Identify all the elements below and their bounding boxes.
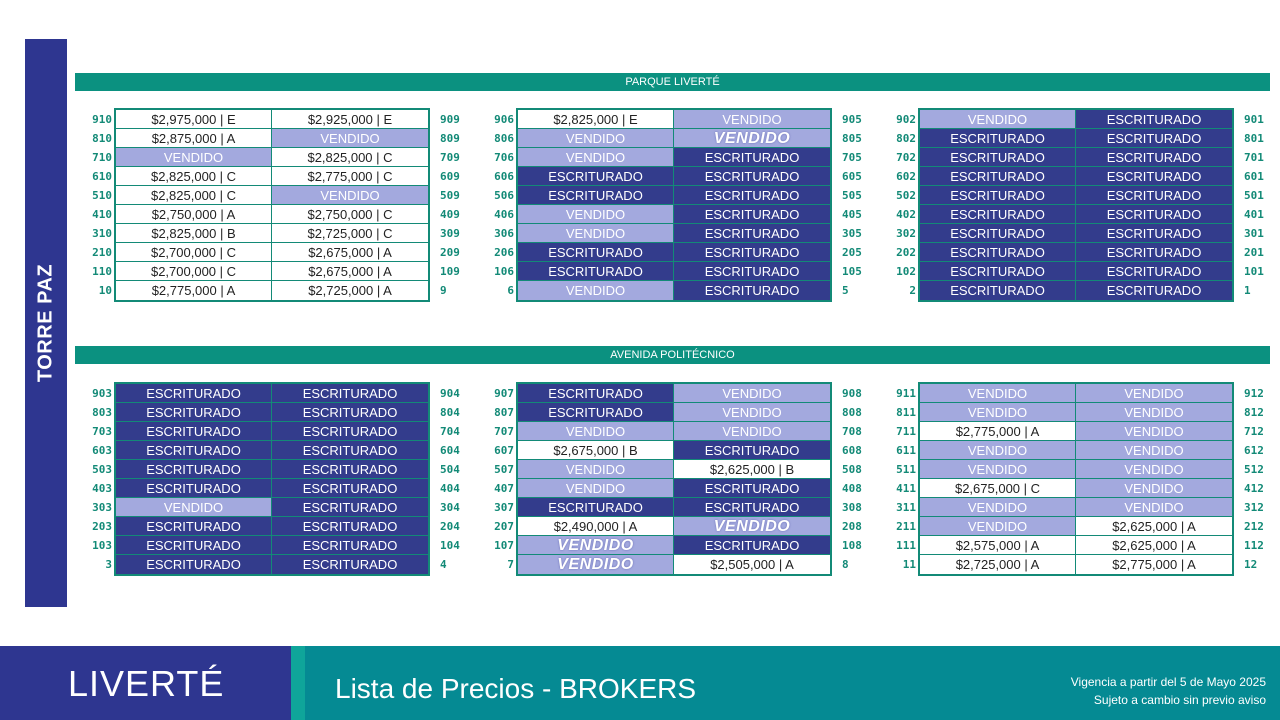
unit-grid: [114, 108, 430, 302]
unit-number: 2: [909, 284, 916, 297]
sold-stamp: VENDIDO: [674, 517, 830, 536]
unit-number: 112: [1244, 539, 1264, 552]
unit-number: 212: [1244, 520, 1264, 533]
unit-number: 404: [440, 482, 460, 495]
unit-status-escriturado: ESCRITURADO: [116, 422, 272, 441]
unit-status-vendido: VENDIDO: [116, 498, 272, 517]
unit-number: 210: [92, 246, 112, 259]
unit-number: 902: [896, 113, 916, 126]
unit-number: 609: [440, 170, 460, 183]
unit-number: 512: [1244, 463, 1264, 476]
unit-number: 705: [842, 151, 862, 164]
unit-price-cell: $2,675,000 | B: [518, 441, 674, 460]
unit-status-escriturado: ESCRITURADO: [1076, 129, 1232, 148]
unit-number-column-left: [474, 384, 514, 574]
unit-price-cell: $2,875,000 | A: [116, 129, 272, 148]
unit-status-escriturado: ESCRITURADO: [116, 517, 272, 536]
unit-price-cell: $2,775,000 | C: [272, 167, 428, 186]
unit-price-cell: $2,675,000 | C: [920, 479, 1076, 498]
unit-price-cell: $2,975,000 | E: [116, 110, 272, 129]
unit-status-vendido: VENDIDO: [518, 224, 674, 243]
unit-status-escriturado: ESCRITURADO: [674, 167, 830, 186]
unit-status-escriturado: ESCRITURADO: [518, 498, 674, 517]
unit-number-column-left: [72, 384, 112, 574]
section-header: PARQUE LIVERTÉ: [75, 73, 1270, 91]
unit-status-escriturado: ESCRITURADO: [272, 384, 428, 403]
unit-status-escriturado: ESCRITURADO: [116, 536, 272, 555]
unit-price-cell: $2,825,000 | C: [272, 148, 428, 167]
unit-price-cell: $2,625,000 | A: [1076, 536, 1232, 555]
unit-status-escriturado: ESCRITURADO: [272, 536, 428, 555]
unit-status-escriturado: ESCRITURADO: [272, 422, 428, 441]
unit-number: 107: [494, 539, 514, 552]
unit-status-escriturado: ESCRITURADO: [920, 186, 1076, 205]
unit-status-vendido: VENDIDO: [920, 460, 1076, 479]
unit-status-escriturado: ESCRITURADO: [1076, 243, 1232, 262]
unit-number: 4: [440, 558, 447, 571]
unit-price-cell: $2,700,000 | C: [116, 243, 272, 262]
unit-number: 6: [507, 284, 514, 297]
unit-number: 407: [494, 482, 514, 495]
unit-number: 308: [842, 501, 862, 514]
unit-status-escriturado: ESCRITURADO: [116, 460, 272, 479]
unit-status-vendido: VENDIDO: [1076, 441, 1232, 460]
unit-price-cell: $2,725,000 | C: [272, 224, 428, 243]
unit-number-column-right: [842, 384, 872, 574]
unit-status-escriturado: ESCRITURADO: [674, 536, 830, 555]
unit-status-vendido: VENDIDO: [1076, 498, 1232, 517]
unit-status-escriturado: ESCRITURADO: [518, 186, 674, 205]
unit-status-vendido: VENDIDO: [272, 129, 428, 148]
unit-status-escriturado: ESCRITURADO: [1076, 167, 1232, 186]
unit-number: 506: [494, 189, 514, 202]
unit-number: 604: [440, 444, 460, 457]
brand-logo: LIVERTÉ: [68, 663, 225, 704]
unit-number: 710: [92, 151, 112, 164]
unit-price-cell: $2,825,000 | B: [116, 224, 272, 243]
unit-number-column-right: [1244, 384, 1274, 574]
unit-status-escriturado: ESCRITURADO: [920, 205, 1076, 224]
unit-number: 3: [105, 558, 112, 571]
unit-number: 11: [902, 558, 916, 571]
sold-stamp: VENDIDO: [518, 555, 674, 574]
unit-number: 712: [1244, 425, 1264, 438]
unit-status-escriturado: ESCRITURADO: [674, 224, 830, 243]
unit-number: 412: [1244, 482, 1264, 495]
unit-grid: [114, 382, 430, 576]
unit-number: 408: [842, 482, 862, 495]
tower-side-bar: [25, 39, 67, 607]
unit-price-cell: $2,505,000 | A: [674, 555, 830, 574]
unit-number: 109: [440, 265, 460, 278]
unit-number: 105: [842, 265, 862, 278]
unit-status-vendido: VENDIDO: [1076, 460, 1232, 479]
unit-number: 507: [494, 463, 514, 476]
unit-status-escriturado: ESCRITURADO: [1076, 148, 1232, 167]
unit-price-cell: $2,575,000 | A: [920, 536, 1076, 555]
unit-number: 704: [440, 425, 460, 438]
unit-number: 101: [1244, 265, 1264, 278]
unit-status-escriturado: ESCRITURADO: [518, 243, 674, 262]
unit-status-vendido: VENDIDO: [920, 441, 1076, 460]
unit-status-vendido: VENDIDO: [920, 110, 1076, 129]
unit-number: 707: [494, 425, 514, 438]
unit-price-cell: $2,725,000 | A: [272, 281, 428, 300]
unit-status-escriturado: ESCRITURADO: [674, 186, 830, 205]
unit-number: 1: [1244, 284, 1251, 297]
unit-status-vendido: VENDIDO: [518, 479, 674, 498]
unit-number: 304: [440, 501, 460, 514]
unit-number: 306: [494, 227, 514, 240]
unit-number: 12: [1244, 558, 1258, 571]
unit-number: 411: [896, 482, 916, 495]
unit-status-escriturado: ESCRITURADO: [272, 517, 428, 536]
unit-number: 309: [440, 227, 460, 240]
unit-status-vendido: VENDIDO: [1076, 479, 1232, 498]
unit-number: 301: [1244, 227, 1264, 240]
unit-status-vendido: VENDIDO: [674, 403, 830, 422]
unit-status-escriturado: ESCRITURADO: [920, 224, 1076, 243]
unit-number: 5: [842, 284, 849, 297]
unit-status-escriturado: ESCRITURADO: [1076, 281, 1232, 300]
unit-number-column-right: [440, 110, 470, 300]
unit-status-escriturado: ESCRITURADO: [272, 441, 428, 460]
unit-price-cell: $2,725,000 | A: [920, 555, 1076, 574]
unit-number: 410: [92, 208, 112, 221]
unit-price-cell: $2,775,000 | A: [1076, 555, 1232, 574]
unit-status-escriturado: ESCRITURADO: [674, 205, 830, 224]
unit-number-column-right: [842, 110, 872, 300]
unit-number: 801: [1244, 132, 1264, 145]
unit-status-escriturado: ESCRITURADO: [272, 403, 428, 422]
unit-status-escriturado: ESCRITURADO: [272, 460, 428, 479]
unit-number: 509: [440, 189, 460, 202]
unit-number: 305: [842, 227, 862, 240]
unit-number: 504: [440, 463, 460, 476]
unit-status-vendido: VENDIDO: [116, 148, 272, 167]
unit-number: 110: [92, 265, 112, 278]
unit-number: 106: [494, 265, 514, 278]
unit-number: 108: [842, 539, 862, 552]
unit-status-vendido: VENDIDO: [920, 498, 1076, 517]
footer-accent-stripe: [291, 646, 305, 720]
unit-number-column-left: [72, 110, 112, 300]
unit-status-escriturado: ESCRITURADO: [272, 498, 428, 517]
unit-number: 903: [92, 387, 112, 400]
unit-number: 311: [896, 501, 916, 514]
unit-status-escriturado: ESCRITURADO: [116, 555, 272, 574]
unit-number: 401: [1244, 208, 1264, 221]
unit-status-escriturado: ESCRITURADO: [920, 129, 1076, 148]
unit-number: 908: [842, 387, 862, 400]
unit-number: 905: [842, 113, 862, 126]
unit-status-escriturado: ESCRITURADO: [920, 167, 1076, 186]
unit-number: 405: [842, 208, 862, 221]
unit-number: 402: [896, 208, 916, 221]
unit-number: 807: [494, 406, 514, 419]
unit-status-escriturado: ESCRITURADO: [116, 384, 272, 403]
unit-number: 503: [92, 463, 112, 476]
unit-grid: [918, 382, 1234, 576]
unit-status-vendido: VENDIDO: [518, 281, 674, 300]
unit-status-escriturado: ESCRITURADO: [518, 403, 674, 422]
unit-number: 505: [842, 189, 862, 202]
unit-number: 202: [896, 246, 916, 259]
unit-price-cell: $2,825,000 | E: [518, 110, 674, 129]
unit-number: 606: [494, 170, 514, 183]
unit-number: 907: [494, 387, 514, 400]
unit-number: 911: [896, 387, 916, 400]
unit-price-cell: $2,825,000 | C: [116, 167, 272, 186]
unit-number: 809: [440, 132, 460, 145]
unit-number: 702: [896, 151, 916, 164]
unit-status-vendido: VENDIDO: [674, 422, 830, 441]
unit-number: 805: [842, 132, 862, 145]
unit-number: 811: [896, 406, 916, 419]
unit-number: 901: [1244, 113, 1264, 126]
unit-number: 207: [494, 520, 514, 533]
unit-status-vendido: VENDIDO: [674, 384, 830, 403]
unit-price-cell: $2,775,000 | A: [920, 422, 1076, 441]
unit-number: 601: [1244, 170, 1264, 183]
unit-status-escriturado: ESCRITURADO: [920, 281, 1076, 300]
unit-price-cell: $2,775,000 | A: [116, 281, 272, 300]
unit-status-escriturado: ESCRITURADO: [674, 243, 830, 262]
unit-status-escriturado: ESCRITURADO: [1076, 224, 1232, 243]
unit-number: 204: [440, 520, 460, 533]
unit-number: 909: [440, 113, 460, 126]
unit-number: 910: [92, 113, 112, 126]
unit-status-escriturado: ESCRITURADO: [518, 384, 674, 403]
unit-number: 803: [92, 406, 112, 419]
unit-number: 607: [494, 444, 514, 457]
unit-grid: [918, 108, 1234, 302]
validity-note: Vigencia a partir del 5 de Mayo 2025: [1070, 675, 1266, 689]
unit-number: 111: [896, 539, 916, 552]
unit-status-vendido: VENDIDO: [674, 110, 830, 129]
unit-number: 808: [842, 406, 862, 419]
unit-number: 706: [494, 151, 514, 164]
unit-number: 709: [440, 151, 460, 164]
unit-status-escriturado: ESCRITURADO: [1076, 262, 1232, 281]
unit-status-escriturado: ESCRITURADO: [272, 555, 428, 574]
unit-status-vendido: VENDIDO: [1076, 384, 1232, 403]
unit-status-vendido: VENDIDO: [518, 205, 674, 224]
unit-status-escriturado: ESCRITURADO: [920, 243, 1076, 262]
unit-status-vendido: VENDIDO: [518, 422, 674, 441]
tower-title: TORRE PAZ: [34, 263, 57, 383]
unit-number: 605: [842, 170, 862, 183]
unit-status-vendido: VENDIDO: [272, 186, 428, 205]
unit-status-escriturado: ESCRITURADO: [518, 262, 674, 281]
unit-number: 310: [92, 227, 112, 240]
unit-number: 610: [92, 170, 112, 183]
unit-status-escriturado: ESCRITURADO: [674, 148, 830, 167]
unit-number: 104: [440, 539, 460, 552]
unit-number: 7: [507, 558, 514, 571]
unit-number-column-left: [876, 110, 916, 300]
unit-number: 703: [92, 425, 112, 438]
unit-status-escriturado: ESCRITURADO: [920, 262, 1076, 281]
unit-status-vendido: VENDIDO: [518, 148, 674, 167]
unit-status-escriturado: ESCRITURADO: [272, 479, 428, 498]
unit-number: 205: [842, 246, 862, 259]
unit-number: 10: [98, 284, 112, 297]
unit-number: 203: [92, 520, 112, 533]
unit-number: 912: [1244, 387, 1264, 400]
unit-number: 211: [896, 520, 916, 533]
unit-status-escriturado: ESCRITURADO: [1076, 205, 1232, 224]
unit-number: 102: [896, 265, 916, 278]
unit-status-escriturado: ESCRITURADO: [1076, 110, 1232, 129]
unit-status-escriturado: ESCRITURADO: [116, 403, 272, 422]
unit-status-escriturado: ESCRITURADO: [518, 167, 674, 186]
unit-number: 611: [896, 444, 916, 457]
unit-number: 812: [1244, 406, 1264, 419]
unit-number-column-left: [876, 384, 916, 574]
unit-number: 8: [842, 558, 849, 571]
unit-number: 303: [92, 501, 112, 514]
unit-number: 406: [494, 208, 514, 221]
unit-number: 701: [1244, 151, 1264, 164]
unit-status-escriturado: ESCRITURADO: [674, 262, 830, 281]
unit-price-cell: $2,750,000 | A: [116, 205, 272, 224]
unit-number: 9: [440, 284, 447, 297]
unit-price-cell: $2,490,000 | A: [518, 517, 674, 536]
unit-grid: [516, 382, 832, 576]
unit-status-vendido: VENDIDO: [518, 460, 674, 479]
unit-status-escriturado: ESCRITURADO: [116, 479, 272, 498]
unit-number: 810: [92, 132, 112, 145]
unit-number: 103: [92, 539, 112, 552]
unit-number: 612: [1244, 444, 1264, 457]
unit-status-vendido: VENDIDO: [920, 384, 1076, 403]
unit-number: 302: [896, 227, 916, 240]
unit-status-vendido: VENDIDO: [518, 129, 674, 148]
unit-number: 904: [440, 387, 460, 400]
unit-status-escriturado: ESCRITURADO: [674, 281, 830, 300]
unit-number: 409: [440, 208, 460, 221]
disclaimer-note: Sujeto a cambio sin previo aviso: [1093, 693, 1266, 707]
unit-status-vendido: VENDIDO: [1076, 403, 1232, 422]
unit-number: 502: [896, 189, 916, 202]
unit-number: 511: [896, 463, 916, 476]
unit-price-cell: $2,675,000 | A: [272, 262, 428, 281]
unit-price-cell: $2,825,000 | C: [116, 186, 272, 205]
unit-price-cell: $2,625,000 | B: [674, 460, 830, 479]
unit-number: 208: [842, 520, 862, 533]
unit-price-cell: $2,675,000 | A: [272, 243, 428, 262]
unit-number: 501: [1244, 189, 1264, 202]
unit-price-cell: $2,925,000 | E: [272, 110, 428, 129]
unit-status-escriturado: ESCRITURADO: [674, 479, 830, 498]
unit-status-escriturado: ESCRITURADO: [116, 441, 272, 460]
unit-number-column-left: [474, 110, 514, 300]
section-header: AVENIDA POLITÉCNICO: [75, 346, 1270, 364]
unit-grid: [516, 108, 832, 302]
unit-price-cell: $2,625,000 | A: [1076, 517, 1232, 536]
unit-status-escriturado: ESCRITURADO: [1076, 186, 1232, 205]
unit-number: 209: [440, 246, 460, 259]
unit-number: 906: [494, 113, 514, 126]
unit-number: 708: [842, 425, 862, 438]
sold-stamp: VENDIDO: [674, 129, 830, 148]
unit-number: 510: [92, 189, 112, 202]
unit-number: 602: [896, 170, 916, 183]
unit-number: 802: [896, 132, 916, 145]
unit-price-cell: $2,750,000 | C: [272, 205, 428, 224]
unit-number: 806: [494, 132, 514, 145]
document-title: Lista de Precios - BROKERS: [335, 673, 697, 704]
unit-number-column-right: [440, 384, 470, 574]
unit-number: 608: [842, 444, 862, 457]
unit-status-vendido: VENDIDO: [1076, 422, 1232, 441]
unit-status-escriturado: ESCRITURADO: [674, 441, 830, 460]
unit-status-escriturado: ESCRITURADO: [920, 148, 1076, 167]
sold-stamp: VENDIDO: [518, 536, 674, 555]
unit-status-escriturado: ESCRITURADO: [674, 498, 830, 517]
unit-number: 804: [440, 406, 460, 419]
unit-number: 206: [494, 246, 514, 259]
unit-number: 307: [494, 501, 514, 514]
unit-number: 508: [842, 463, 862, 476]
unit-number: 711: [896, 425, 916, 438]
unit-number: 603: [92, 444, 112, 457]
unit-status-vendido: VENDIDO: [920, 517, 1076, 536]
unit-price-cell: $2,700,000 | C: [116, 262, 272, 281]
unit-number: 201: [1244, 246, 1264, 259]
unit-status-vendido: VENDIDO: [920, 403, 1076, 422]
unit-number: 403: [92, 482, 112, 495]
unit-number: 312: [1244, 501, 1264, 514]
unit-number-column-right: [1244, 110, 1274, 300]
